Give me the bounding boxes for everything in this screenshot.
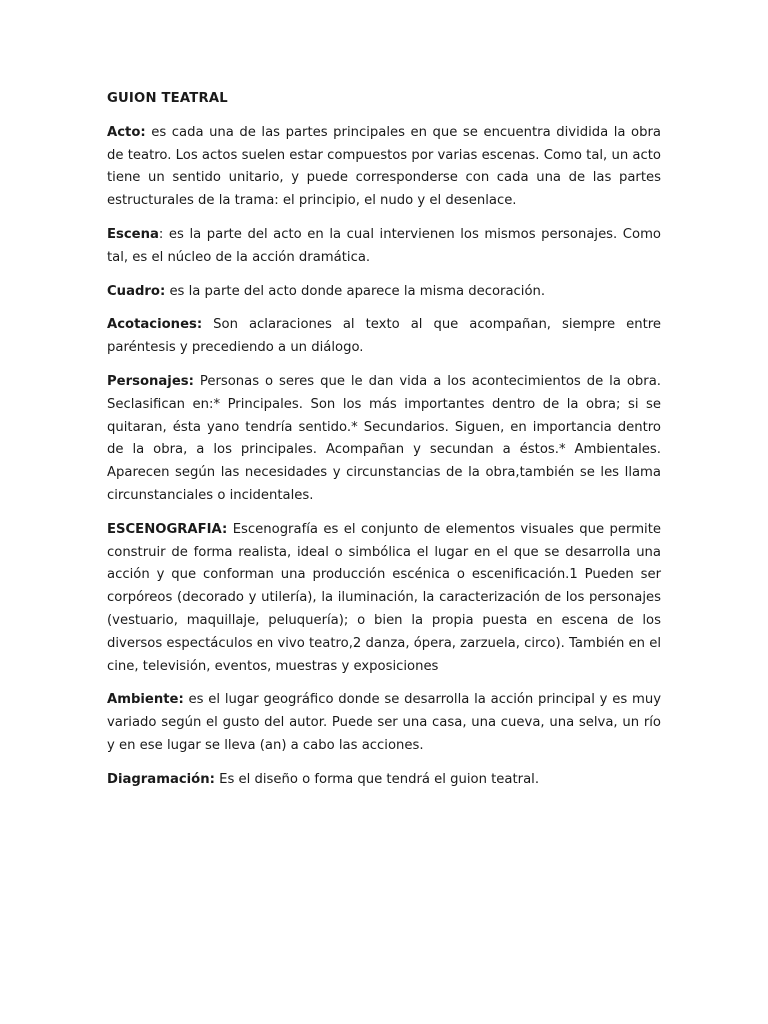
document-title: GUION TEATRAL xyxy=(107,91,228,106)
term-label: Acotaciones: xyxy=(107,317,203,333)
section-diagramacion xyxy=(107,769,661,792)
term-definition: es cada una de las partes principales en que se encuentra dividida la obra de teatro. Los actos suelen estar compuestos por varias escenas. Como tal, un acto tiene un sentido unitario, y puede corresponderse con cada una de las partes estructurales de la trama: el principio, el nudo y el desenlace. xyxy=(107,124,661,209)
section-personajes xyxy=(107,371,661,508)
term-label: Personajes: xyxy=(107,373,194,389)
term-label: Escena xyxy=(107,226,159,242)
term-definition: Escenografía es el conjunto de elementos visuales que permite construir de forma realista, ideal o simbólica el lugar en el que se desarrolla una acción y que conforman una producción escénica o escenificación.1 Pueden ser corpóreos (decorado y utilería), la iluminación, la caracterización de los personajes (vestuario, maquillaje, peluquería); o bien la propia puesta en escena de los diversos espectáculos en vivo teatro,2 danza, ópera, zarzuela, circo). También en el cine, televisión, eventos, muestras y exposiciones xyxy=(107,521,661,674)
section-cuadro xyxy=(107,281,661,304)
section-acto xyxy=(107,122,661,213)
term-label: ESCENOGRAFIA: xyxy=(107,521,228,537)
section-ambiente xyxy=(107,689,661,757)
document-page xyxy=(107,88,661,803)
section-escenografia xyxy=(107,519,661,679)
term-label: Cuadro: xyxy=(107,283,166,299)
term-label: Diagramación: xyxy=(107,771,215,787)
section-escena xyxy=(107,224,661,270)
term-label: Acto: xyxy=(107,124,146,140)
term-definition: es el lugar geográfico donde se desarrolla la acción principal y es muy variado según el gusto del autor. Puede ser una casa, una cueva, una selva, un río y en ese lugar se lleva (an) a cabo las acciones. xyxy=(107,692,661,753)
term-definition: Son aclaraciones al texto al que acompañan, siempre entre paréntesis y precediendo a un diálogo. xyxy=(107,317,661,356)
term-definition: : es la parte del acto en la cual intervienen los mismos personajes. Como tal, es el núcleo de la acción dramática. xyxy=(107,226,661,265)
section-acotaciones xyxy=(107,314,661,360)
term-label: Ambiente: xyxy=(107,692,184,708)
term-definition: es la parte del acto donde aparece la misma decoración. xyxy=(165,283,546,299)
term-definition: Es el diseño o forma que tendrá el guion teatral. xyxy=(214,771,540,787)
term-definition: Personas o seres que le dan vida a los acontecimientos de la obra. Seclasifican en:* Principales. Son los más importantes dentro de la obra; si se quitaran, ésta yano tendría sentido.* Secundarios. Siguen, en importancia dentro de la obra, a los principales. Acompañan y secundan a éstos.* Ambientales. Aparecen según las necesidades y circunstancias de la obra,también se les llama circunstanciales o incidentales. xyxy=(107,373,661,503)
